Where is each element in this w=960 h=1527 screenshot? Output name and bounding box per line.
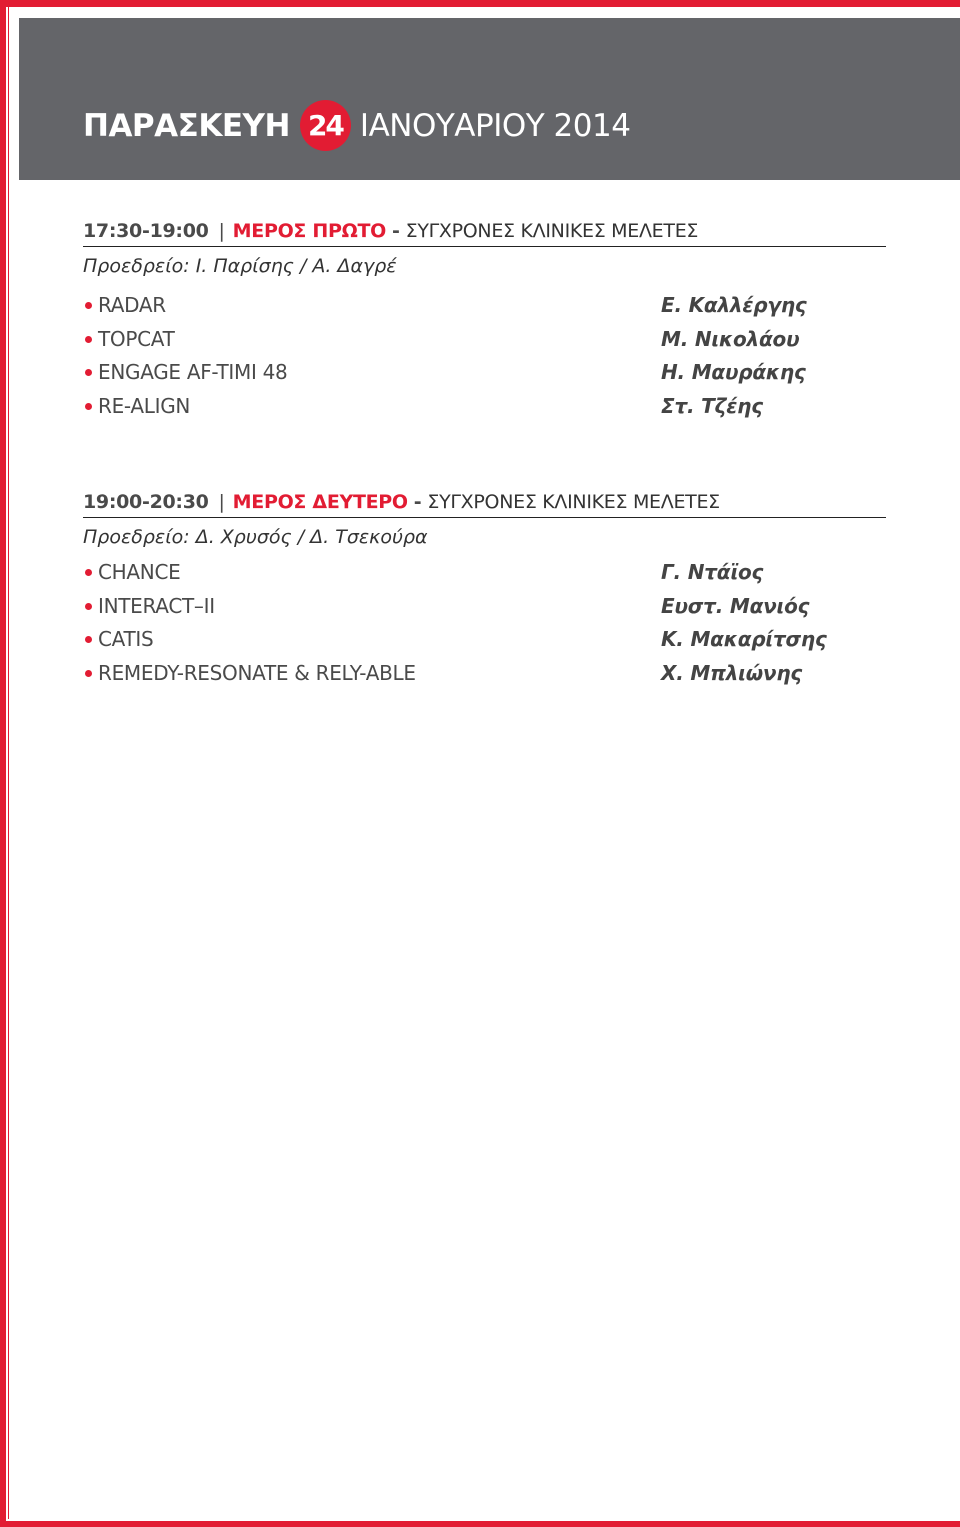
- talk-title: TOPCAT: [98, 326, 175, 351]
- bullet-icon: [85, 369, 92, 376]
- session-chairs: Προεδρείο: Ι. Παρίσης / Α. Δαγρέ: [83, 255, 397, 277]
- talk-speaker: Ευστ. Μανιός: [661, 593, 810, 618]
- session-time: 17:30-19:00: [83, 220, 209, 242]
- session-topic: ΣΥΓΧΡΟΝΕΣ ΚΛΙΝΙΚΕΣ ΜΕΛΕΤΕΣ: [427, 491, 720, 513]
- session-2: [83, 487, 886, 694]
- talk-title: RADAR: [98, 293, 166, 317]
- dash: -: [413, 491, 422, 513]
- talk-row: [83, 627, 886, 661]
- session-1: [83, 216, 886, 427]
- talk-speaker: Γ. Ντάϊος: [661, 560, 764, 584]
- talk-speaker: Μ. Νικολάου: [661, 326, 800, 351]
- session-part: ΜΕΡΟΣ ΔΕΥΤΕΡΟ: [232, 491, 408, 513]
- separator: |: [218, 220, 225, 242]
- bullet-icon: [85, 336, 92, 343]
- bullet-icon: [85, 403, 92, 410]
- talk-title: ENGAGE AF-TIMI 48: [98, 360, 288, 385]
- date-heading: [83, 100, 630, 151]
- talk-speaker: Ε. Καλλέργης: [661, 293, 807, 317]
- talk-speaker: Κ. Μακαρίτσης: [661, 627, 827, 652]
- talk-title: CATIS: [98, 627, 154, 652]
- dash: -: [392, 220, 400, 242]
- talk-row: [83, 293, 886, 327]
- talk-list: [83, 293, 886, 427]
- session-part: ΜΕΡΟΣ ΠΡΩΤΟ: [232, 220, 387, 242]
- bullet-icon: [85, 636, 92, 643]
- talk-row: [83, 594, 886, 628]
- bullet-icon: [85, 603, 92, 610]
- talk-row: [83, 327, 886, 361]
- talk-speaker: Χ. Μπλιώνης: [661, 660, 803, 685]
- session-time: 19:00-20:30: [83, 491, 209, 513]
- talk-title: RE-ALIGN: [98, 393, 191, 418]
- month-year: ΙΑΝΟΥΑΡΙΟΥ 2014: [359, 107, 631, 144]
- talk-title: CHANCE: [98, 560, 181, 584]
- session-heading: [83, 487, 886, 518]
- talk-speaker: Η. Μαυράκης: [661, 360, 806, 385]
- talk-speaker: Στ. Τζέης: [661, 393, 763, 418]
- day-name: ΠΑΡΑΣΚΕΥΗ: [83, 107, 290, 144]
- day-number-badge: 24: [300, 100, 351, 151]
- talk-title: REMEDY-RESONATE & RELY-ABLE: [98, 660, 416, 685]
- session-heading: [83, 216, 886, 247]
- talk-row: [83, 560, 886, 594]
- talk-list: [83, 560, 886, 694]
- date-header: [19, 18, 960, 180]
- session-topic: ΣΥΓΧΡΟΝΕΣ ΚΛΙΝΙΚΕΣ ΜΕΛΕΤΕΣ: [405, 220, 699, 242]
- talk-row: [83, 394, 886, 428]
- separator: |: [218, 491, 225, 513]
- bullet-icon: [85, 670, 92, 677]
- session-chairs: Προεδρείο: Δ. Χρυσός / Δ. Τσεκούρα: [83, 526, 428, 548]
- bullet-icon: [85, 569, 92, 576]
- bullet-icon: [85, 302, 92, 309]
- frame-inner-line: [8, 7, 9, 1519]
- talk-row: [83, 661, 886, 695]
- talk-title: INTERACT–II: [98, 593, 215, 618]
- talk-row: [83, 360, 886, 394]
